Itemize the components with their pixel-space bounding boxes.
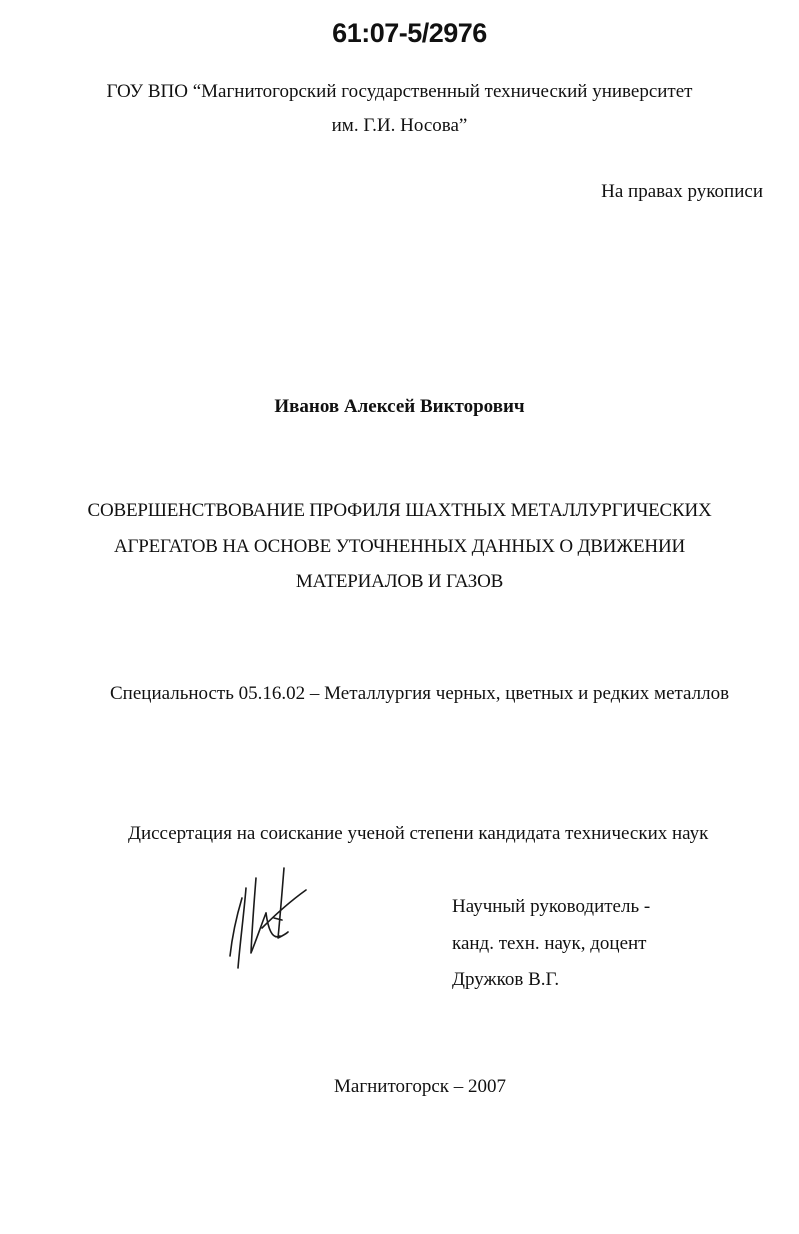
supervisor-role: Научный руководитель - bbox=[452, 896, 651, 917]
title-line-1: СОВЕРШЕНСТВОВАНИЕ ПРОФИЛЯ ШАХТНЫХ МЕТАЛЛУРГИЧЕСКИХ bbox=[87, 500, 712, 521]
specialty-line: Специальность 05.16.02 – Металлургия черных, цветных и редких металлов bbox=[110, 683, 730, 704]
title-line-2: АГРЕГАТОВ НА ОСНОВЕ УТОЧНЕННЫХ ДАННЫХ О ДВИЖЕНИИ bbox=[113, 536, 686, 557]
title-line-3: МАТЕРИАЛОВ И ГАЗОВ bbox=[295, 571, 504, 592]
organization-line-1: ГОУ ВПО “Магнитогорский государственный технический университет bbox=[106, 81, 693, 102]
city-year: Магнитогорск – 2007 bbox=[334, 1076, 506, 1097]
handwritten-signature bbox=[222, 858, 312, 973]
organization-line-2: им. Г.И. Носова” bbox=[331, 115, 468, 136]
author-name: Иванов Алексей Викторович bbox=[274, 396, 525, 417]
supervisor-credentials: канд. техн. наук, доцент bbox=[452, 933, 647, 954]
registry-code: 61:07-5/2976 bbox=[332, 18, 487, 48]
supervisor-name: Дружков В.Г. bbox=[452, 969, 560, 990]
rights-note: На правах рукописи bbox=[601, 181, 763, 202]
degree-statement: Диссертация на соискание ученой степени кандидата технических наук bbox=[128, 823, 709, 844]
